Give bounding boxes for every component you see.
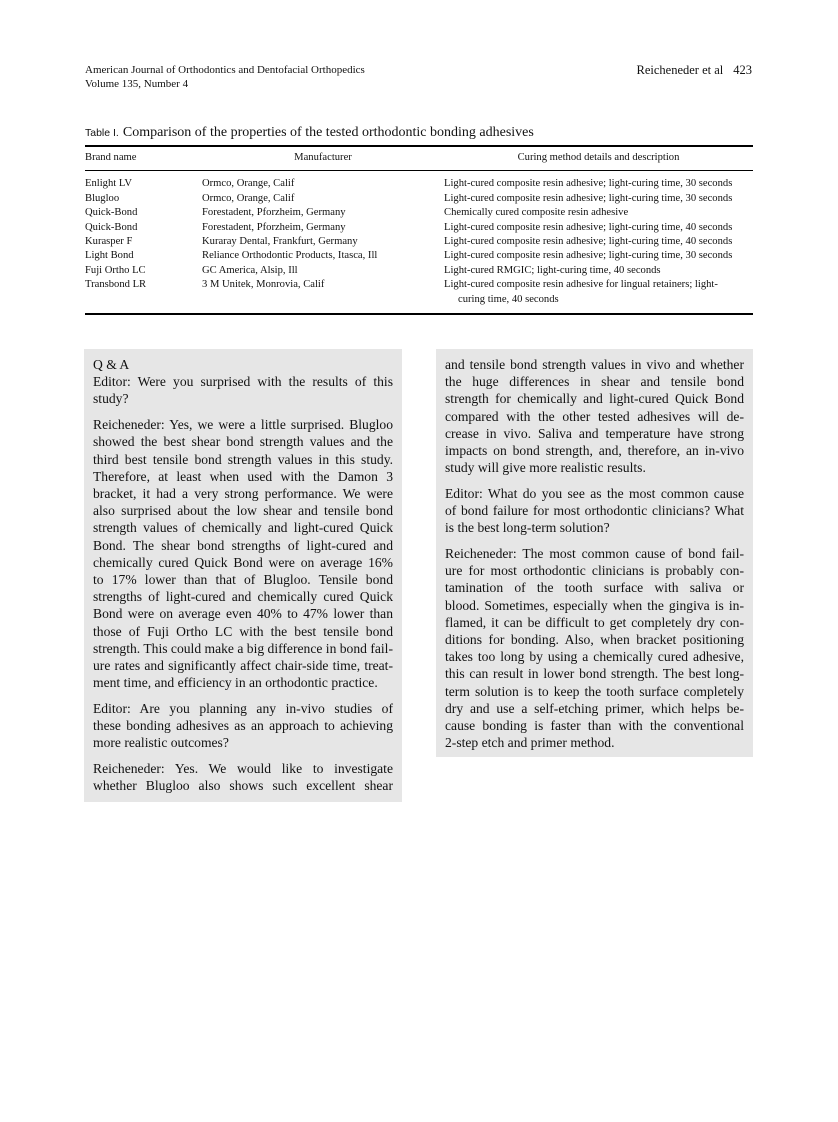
table-row: [85, 235, 753, 249]
table-header-row: [85, 147, 753, 171]
text-line: compared with the other tested adhesives will de-: [445, 408, 744, 424]
text-line: term solution is to keep the tooth surface completely: [445, 683, 744, 699]
curing-cell-text: Light-cured composite resin adhesive; light-curing time, 40 seconds: [444, 221, 733, 233]
table-row: [85, 171, 753, 192]
text-line: bracket, it had a very strong performance. We were: [93, 485, 393, 501]
brand-cell: [85, 221, 202, 235]
text-line: Reicheneder: Yes, we were a little surprised. Blugloo: [93, 417, 393, 433]
manufacturer-cell-text: GC America, Alsip, Ill: [202, 264, 298, 276]
text-line: Reicheneder: The most common cause of bond fail-: [445, 546, 744, 562]
manufacturer-cell: [202, 235, 444, 249]
brand-cell: [85, 192, 202, 206]
brand-cell: [85, 206, 202, 220]
brand-cell: [85, 249, 202, 263]
text-line: of bond failure for most orthodontic clinicians? What: [445, 503, 744, 519]
text-line: Reicheneder: Yes. We would like to investigate: [93, 760, 393, 776]
text-line: ment time, and efficiency in an orthodontic practice.: [93, 675, 378, 691]
text-line: ure for most orthodontic clinicians is probably con-: [445, 563, 744, 579]
page-number: 423: [733, 63, 752, 77]
text-line: ditions for bonding. Also, when bracket positioning: [445, 632, 744, 648]
authors: Reicheneder et al: [636, 63, 724, 77]
brand-cell-text: Light Bond: [85, 250, 134, 262]
text-line: crease in vivo. Saliva and temperature have strong: [445, 425, 744, 441]
curing-cell: [444, 249, 753, 263]
table-row: [85, 221, 753, 235]
qa-paragraph: [445, 485, 744, 537]
manufacturer-cell-text: Forestadent, Pforzheim, Germany: [202, 207, 346, 219]
running-header-journal: [85, 63, 365, 91]
text-line: Bond were on average even 40% to 47% lower than: [93, 606, 393, 622]
qa-paragraph: [93, 760, 393, 794]
table-row: [85, 249, 753, 263]
manufacturer-cell: [202, 192, 444, 206]
manufacturer-cell: [202, 206, 444, 220]
manufacturer-cell-text: Forestadent, Pforzheim, Germany: [202, 221, 346, 233]
table-caption: [85, 124, 753, 142]
text-line: these bonding adhesives as an approach to achieving: [93, 718, 393, 734]
text-line: more realistic outcomes?: [93, 735, 229, 751]
column-header-curing: Curing method details and description: [517, 152, 680, 163]
text-line: and tensile bond strength values in vivo and whether: [445, 357, 744, 372]
curing-cell: [444, 221, 753, 235]
text-line: Editor: Were you surprised with the results of this: [93, 374, 393, 390]
text-line: study will give more realistic results.: [445, 460, 646, 476]
brand-cell: [85, 278, 202, 313]
adhesives-table: [85, 147, 753, 313]
text-line: strength for chemically and light-cured Quick Bond: [445, 391, 744, 407]
text-line: cause bonding is faster than with the conventional: [445, 718, 744, 734]
text-line: to 17% lower than that of Blugloo. Tensile bond: [93, 571, 393, 587]
manufacturer-cell: [202, 221, 444, 235]
curing-cell: [444, 264, 753, 278]
text-line: Editor: What do you see as the most common cause: [445, 485, 744, 501]
table-row: [85, 264, 753, 278]
text-line: ure rates and significantly affect chair-side time, treat-: [93, 657, 393, 673]
text-line: takes too long by using a chemically cured adhesive,: [445, 649, 744, 665]
brand-cell: [85, 264, 202, 278]
text-line: chemically cured Quick Bond were on average 16%: [93, 554, 393, 570]
text-line: strength values of chemically and light-cured Quick: [93, 520, 393, 536]
qa-paragraph: [93, 356, 393, 408]
text-line: Q & A: [93, 357, 130, 372]
manufacturer-cell-text: Ormco, Orange, Calif: [202, 178, 295, 190]
table-1: [85, 124, 753, 315]
qa-box-right: [436, 349, 753, 757]
text-line: Editor: Are you planning any in-vivo studies of: [93, 700, 393, 716]
text-line: dry and use a self-etching primer, which helps be-: [445, 700, 744, 716]
text-line: strengths of light-cured and chemically cured Quick: [93, 589, 393, 605]
table-row: [85, 206, 753, 220]
manufacturer-cell-text: Ormco, Orange, Calif: [202, 192, 295, 204]
brand-cell-text: Transbond LR: [85, 279, 147, 291]
text-line: impacts on bond strength, and, therefore, an in-vivo: [445, 443, 744, 459]
qa-paragraph: [93, 416, 393, 691]
qa-paragraph: [445, 545, 744, 751]
table-title: Comparison of the properties of the tested orthodontic bonding adhesives: [122, 125, 534, 140]
table-row: [85, 192, 753, 206]
brand-cell-text: Quick-Bond: [85, 207, 138, 219]
text-line: whether Blugloo also shows such excellent shear: [93, 778, 393, 794]
text-line: flamed, it can be difficult to get completely dry con-: [445, 614, 744, 630]
curing-cell: [444, 171, 753, 192]
manufacturer-cell: [202, 249, 444, 263]
curing-cell: [444, 235, 753, 249]
text-line: tamination of the tooth surface with saliva or: [445, 580, 744, 596]
text-line: strength. This could make a big difference in bond fail-: [93, 640, 393, 656]
brand-cell: [85, 235, 202, 249]
manufacturer-cell-text: Kuraray Dental, Frankfurt, Germany: [202, 236, 358, 248]
column-header-manufacturer: Manufacturer: [294, 152, 352, 163]
curing-cell-text: Light-cured composite resin adhesive; light-curing time, 40 seconds: [444, 236, 733, 248]
text-line: those of Fuji Ortho LC with the best tensile bond: [93, 623, 393, 639]
text-line: study?: [93, 391, 129, 407]
manufacturer-cell-text: 3 M Unitek, Monrovia, Calif: [202, 279, 325, 291]
brand-cell-text: Kurasper F: [85, 236, 133, 248]
qa-paragraph: [93, 700, 393, 752]
column-header-brand: Brand name: [85, 152, 137, 163]
curing-cell-text: Light-cured composite resin adhesive; light-curing time, 30 seconds: [444, 178, 733, 190]
text-line: third best tensile bond strength values in this study.: [93, 451, 393, 467]
brand-cell-text: Blugloo: [85, 192, 120, 204]
text-line: this can result in lower bond strength. The best long-: [445, 666, 744, 682]
running-header-page: [636, 63, 752, 77]
curing-cell-text: Light-cured composite resin adhesive for lingual retainers; light-: [444, 279, 718, 291]
qa-paragraph: [445, 356, 744, 476]
text-line: blood. Sometimes, especially when the gingiva is in-: [445, 597, 744, 613]
curing-cell-text: Chemically cured composite resin adhesive: [444, 207, 629, 219]
curing-cell: [444, 192, 753, 206]
curing-cell-text: Light-cured composite resin adhesive; light-curing time, 30 seconds: [444, 250, 733, 262]
brand-cell: [85, 171, 202, 192]
text-line: Bond. The shear bond strengths of light-cured and: [93, 537, 393, 553]
qa-box-left: [84, 349, 402, 802]
curing-cell-continuation: curing time, 40 seconds: [458, 293, 559, 305]
text-line: the huge differences in shear and tensile bond: [445, 374, 744, 390]
curing-cell-text: Light-cured RMGIC; light-curing time, 40 seconds: [444, 264, 661, 276]
curing-cell: [444, 206, 753, 220]
table-bottom-rule: [85, 313, 753, 315]
curing-cell-text: Light-cured composite resin adhesive; light-curing time, 30 seconds: [444, 192, 733, 204]
manufacturer-cell: [202, 171, 444, 192]
manufacturer-cell-text: Reliance Orthodontic Products, Itasca, Ill: [202, 250, 378, 262]
table-row: [85, 278, 753, 313]
text-line: Therefore, at least when used with the Damon 3: [93, 468, 393, 484]
journal-volume: Volume 135, Number 4: [85, 78, 189, 90]
text-line: also surprised about the low shear and tensile bond: [93, 503, 393, 519]
brand-cell-text: Enlight LV: [85, 178, 132, 190]
brand-cell-text: Fuji Ortho LC: [85, 264, 146, 276]
journal-title: American Journal of Orthodontics and Dentofacial Orthopedics: [85, 64, 365, 76]
table-label: Table I.: [85, 127, 119, 139]
text-line: showed the best shear bond strength values and the: [93, 434, 393, 450]
curing-cell: [444, 278, 753, 313]
manufacturer-cell: [202, 278, 444, 313]
brand-cell-text: Quick-Bond: [85, 221, 138, 233]
text-line: 2-step etch and primer method.: [445, 735, 615, 751]
manufacturer-cell: [202, 264, 444, 278]
text-line: is the best long-term solution?: [445, 520, 610, 536]
